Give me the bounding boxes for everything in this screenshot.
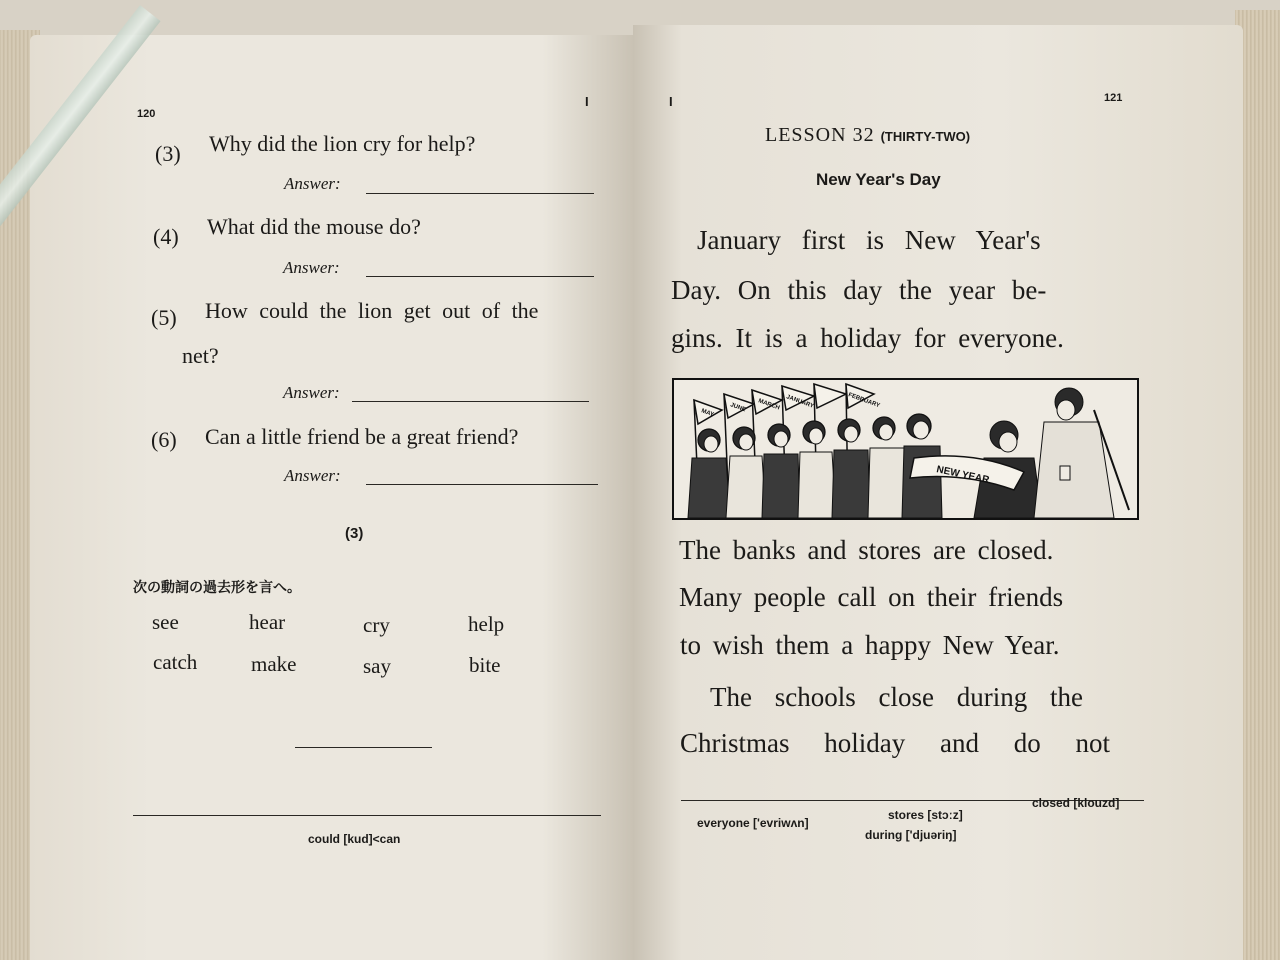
verb-see: see	[152, 610, 179, 634]
para2-line2: Many people call on their friends	[679, 582, 1064, 612]
para3-line2: Christmas holiday and do not	[680, 728, 1110, 758]
question-5-text-cont: net?	[182, 343, 219, 368]
banner-text: NEW YEAR	[935, 464, 991, 487]
new-year-illustration	[672, 378, 1139, 520]
exercise-heading: (3)	[345, 525, 364, 542]
flag-january: JANUARY	[785, 394, 815, 410]
answer-line	[366, 193, 594, 194]
question-6-text: Can a little friend be a great friend?	[205, 424, 519, 449]
para1-line2: Day. On this day the year be-	[671, 275, 1047, 305]
right-page-number: 121	[1104, 92, 1123, 104]
question-5-number: (5)	[151, 305, 177, 330]
footnote-could: could [kud]<can	[308, 832, 401, 846]
flag-may: MAY	[700, 408, 715, 419]
left-page-number: 120	[137, 108, 156, 120]
verb-say: say	[363, 654, 391, 678]
answer-line	[366, 276, 594, 277]
footnote-rule	[133, 815, 601, 816]
verb-hear: hear	[249, 610, 286, 634]
flag-february: FEBRUARY	[847, 392, 881, 410]
question-5-text: How could the lion get out of the	[205, 298, 539, 323]
para1-line3: gins. It is a holiday for everyone.	[671, 323, 1064, 353]
question-6-number: (6)	[151, 427, 177, 452]
verb-help: help	[468, 612, 505, 636]
right-section-mark: I	[669, 94, 673, 109]
lesson-subtitle: New Year's Day	[816, 170, 941, 189]
lesson-title-suffix: (THIRTY-TWO)	[880, 129, 971, 144]
verb-bite: bite	[469, 653, 501, 677]
short-rule	[295, 747, 432, 748]
lesson-title	[765, 124, 970, 147]
flag-june: JUNE	[729, 402, 747, 414]
lesson-title-main: LESSON 32	[765, 124, 875, 146]
question-3-number: (3)	[155, 141, 181, 166]
instruction-text: 次の動詞の過去形を言へ。	[133, 580, 301, 596]
left-section-mark: I	[585, 94, 589, 109]
answer-line	[366, 484, 598, 485]
footnote-stores: stores [stɔːz]	[888, 808, 963, 822]
answer-label: Answer:	[284, 466, 341, 485]
verb-cry: cry	[363, 613, 390, 637]
para3-line1: The schools close during the	[710, 682, 1083, 712]
question-4-text: What did the mouse do?	[207, 214, 421, 239]
question-4-number: (4)	[153, 224, 179, 249]
para2-line1: The banks and stores are closed.	[679, 535, 1054, 565]
verb-make: make	[251, 652, 297, 676]
para2-line3: to wish them a happy New Year.	[680, 630, 1060, 660]
answer-label: Answer:	[283, 258, 340, 277]
footnote-everyone: everyone ['evriwʌn]	[697, 816, 809, 830]
answer-label: Answer:	[283, 383, 340, 402]
answer-line	[352, 401, 589, 402]
illustration-drawing	[674, 380, 1137, 518]
verb-catch: catch	[153, 650, 198, 674]
footnote-closed: closed [klouzd]	[1032, 796, 1120, 810]
footnote-during: during ['djuəriŋ]	[865, 828, 957, 842]
flag-march: MARCH	[757, 398, 781, 412]
para1-line1: January first is New Year's	[697, 225, 1041, 255]
question-3-text: Why did the lion cry for help?	[209, 131, 476, 156]
answer-label: Answer:	[284, 174, 341, 193]
